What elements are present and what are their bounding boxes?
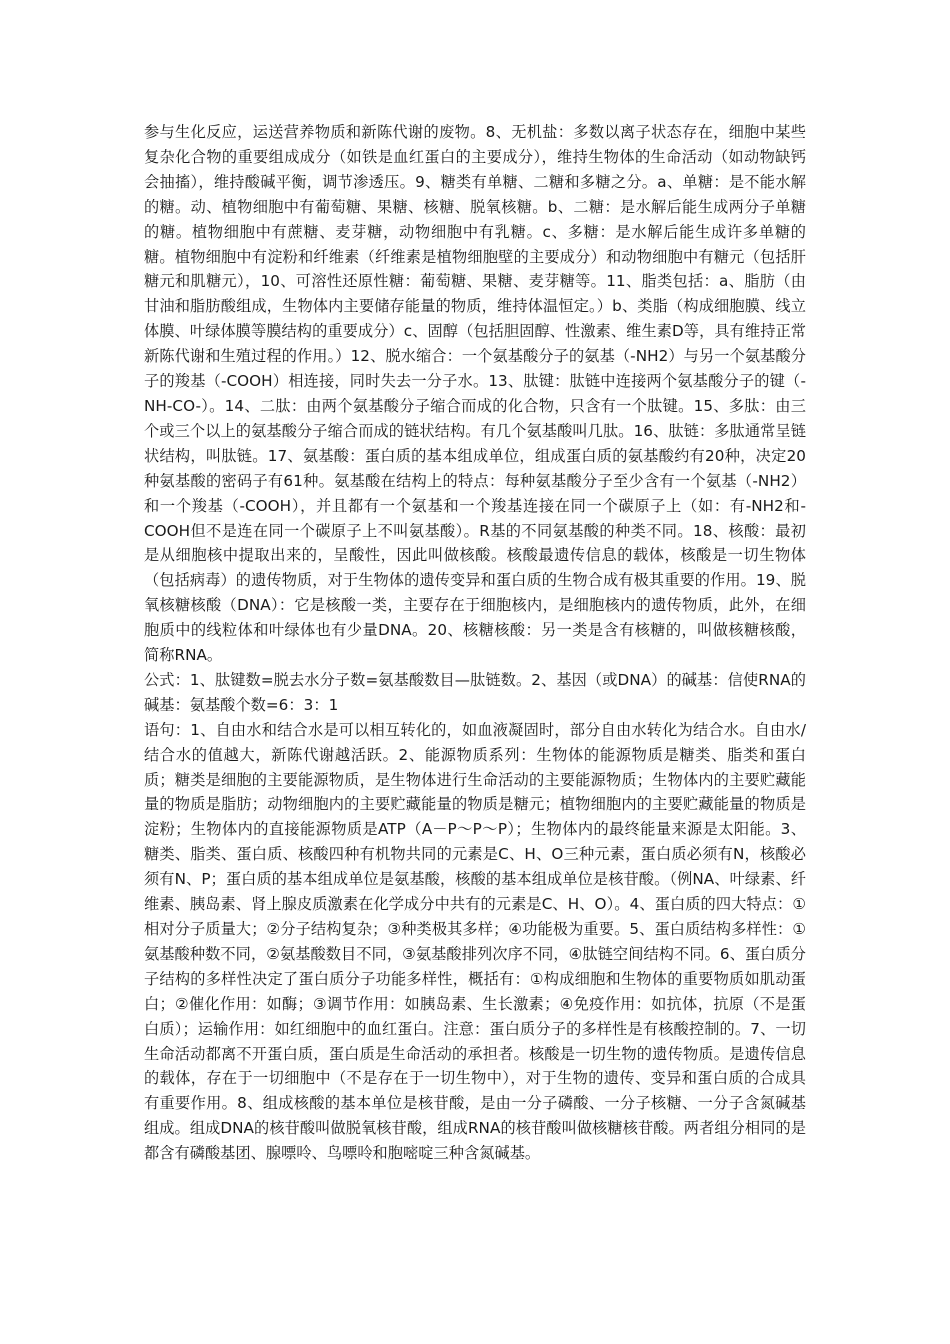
body-paragraph-formulas: 公式：1、肽键数=脱去水分子数=氨基酸数目—肽链数。2、基因（或DNA）的碱基：信使RNA的碱基：氨基酸个数=6：3：1 [144,670,806,714]
document-body [144,120,806,1166]
body-paragraph-statements: 语句：1、自由水和结合水是可以相互转化的，如血液凝固时，部分自由水转化为结合水。自由水/结合水的值越大，新陈代谢越活跃。2、能源物质系列：生物体的能源物质是糖类、脂类和蛋白质；糖类是细胞的主要能源物质，是生物体进行生命活动的主要能源物质；生物体内的主要贮藏能量的物质是脂肪；动物细胞内的主要贮藏能量的物质是糖元；植物细胞内的主要贮藏能量的物质是淀粉；生物体内的直接能源物质是ATP（A－P～P～P）；生物体内的最终能量来源是太阳能。3、糖类、脂类、蛋白质、核酸四种有机物共同的元素是C、H、O三种元素，蛋白质必须有N，核酸必须有N、P；蛋白质的基本组成单位是氨基酸，核酸的基本组成单位是核苷酸。（例NA、叶绿素、纤维素、胰岛素、肾上腺皮质激素在化学成分中共有的元素是C、H、O）。4、蛋白质的四大特点：① 相对分子质量大；②分子结构复杂；③种类极其多样；④功能极为重要。5、蛋白质结构多样性：①氨基酸种数不同，②氨基酸数目不同，③氨基酸排列次序不同，④肽链空间结构不同。6、蛋白质分子结构的多样性决定了蛋白质分子功能多样性，概括有：①构成细胞和生物体的重要物质如肌动蛋白；②催化作用：如酶；③调节作用：如胰岛素、生长激素；④免疫作用：如抗体，抗原（不是蛋白质）；运输作用：如红细胞中的血红蛋白。注意：蛋白质分子的多样性是有核酸控制的。7、一切生命活动都离不开蛋白质，蛋白质是生命活动的承担者。核酸是一切生物的遗传物质。是遗传信息的载体，存在于一切细胞中（不是存在于一切生物中），对于生物的遗传、变异和蛋白质的合成具有重要作用。8、组成核酸的基本单位是核苷酸，是由一分子磷酸、一分子核糖、一分子含氮碱基组成。组成DNA的核苷酸叫做脱氧核苷酸，组成RNA的核苷酸叫做核糖核苷酸。两者组分相同的是都含有磷酸基团、腺嘌呤、鸟嘌呤和胞嘧啶三种含氮碱基。 [144,720,806,1163]
body-paragraph-definitions: 参与生化反应，运送营养物质和新陈代谢的废物。8、无机盐：多数以离子状态存在，细胞中某些复杂化合物的重要组成成分（如铁是血红蛋白的主要成分），维持生物体的生命活动（如动物缺钙会抽搐），维持酸碱平衡，调节渗透压。9、糖类有单糖、二糖和多糖之分。a、单糖：是不能水解的糖。动、植物细胞中有葡萄糖、果糖、核糖、脱氧核糖。b、二糖：是水解后能生成两分子单糖的糖。植物细胞中有蔗糖、麦芽糖，动物细胞中有乳糖。c、多糖：是水解后能生成许多单糖的糖。植物细胞中有淀粉和纤维素（纤维素是植物细胞壁的主要成分）和动物细胞中有糖元（包括肝糖元和肌糖元），10、可溶性还原性糖：葡萄糖、果糖、麦芽糖等。11、脂类包括：a、脂肪（由甘油和脂肪酸组成，生物体内主要储存能量的物质，维持体温恒定。）b、类脂（构成细胞膜、线立体膜、叶绿体膜等膜结构的重要成分）c、固醇（包括胆固醇、性激素、维生素D等，具有维持正常新陈代谢和生殖过程的作用。）12、脱水缩合：一个氨基酸分子的氨基（-NH2）与另一个氨基酸分子的羧基（-COOH）相连接，同时失去一分子水。13、肽键：肽链中连接两个氨基酸分子的键（-NH-CO-）。14、二肽：由两个氨基酸分子缩合而成的化合物，只含有一个肽键。15、多肽：由三个或三个以上的氨基酸分子缩合而成的链状结构。有几个氨基酸叫几肽。16、肽链：多肽通常呈链状结构，叫肽链。17、氨基酸：蛋白质的基本组成单位，组成蛋白质的氨基酸约有20种，决定20种氨基酸的密码子有61种。氨基酸在结构上的特点：每种氨基酸分子至少含有一个氨基（-NH2）和一个羧基（-COOH），并且都有一个氨基和一个羧基连接在同一个碳原子上（如：有-NH2和-COOH但不是连在同一个碳原子上不叫氨基酸）。R基的不同氨基酸的种类不同。18、核酸：最初是从细胞核中提取出来的，呈酸性，因此叫做核酸。核酸最遗传信息的载体，核酸是一切生物体（包括病毒）的遗传物质，对于生物体的遗传变异和蛋白质的生物合成有极其重要的作用。19、脱氧核糖核酸（DNA）：它是核酸一类，主要存在于细胞核内，是细胞核内的遗传物质，此外，在细胞质中的线粒体和叶绿体也有少量DNA。20、核糖核酸：另一类是含有核糖的，叫做核糖核酸，简称RNA。 [144,123,806,665]
